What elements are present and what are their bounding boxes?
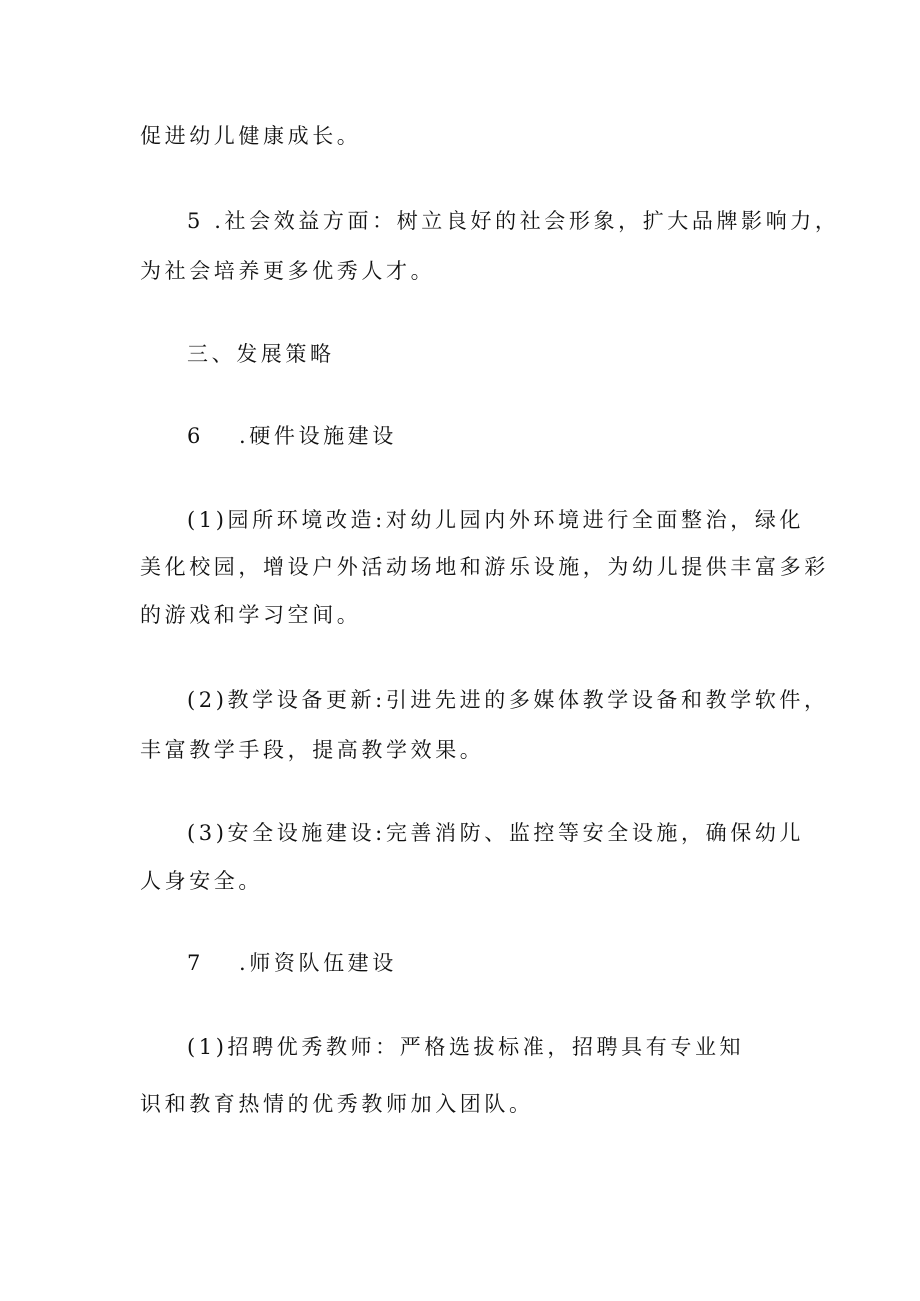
paragraph-line: 丰富教学手段，提高教学效果。 (140, 738, 485, 762)
heading-number: 6 (187, 424, 201, 448)
paragraph-line: 5 .社会效益方面：树立良好的社会形象，扩大品牌影响力， (187, 209, 840, 233)
heading-text: .师资队伍建设 (239, 951, 397, 975)
subsection-heading (187, 421, 397, 451)
paragraph-line: 为社会培养更多优秀人才。 (140, 259, 436, 283)
paragraph-line: 识和教育热情的优秀教师加入团队。 (140, 1092, 534, 1116)
paragraph-line: 促进幼儿健康成长。 (140, 124, 362, 148)
heading-number: 7 (187, 951, 201, 975)
paragraph-line: (1)招聘优秀教师：严格选拔标准，招聘具有专业知 (187, 1035, 745, 1059)
paragraph-line: (1)园所环境改造:对幼儿园内外环境进行全面整治，绿化 (187, 508, 805, 532)
paragraph-line: (2)教学设备更新:引进先进的多媒体教学设备和教学软件， (187, 688, 829, 712)
heading-text: .硬件设施建设 (239, 424, 397, 448)
paragraph-line: (3)安全设施建设:完善消防、监控等安全设施，确保幼儿 (187, 821, 805, 845)
subsection-heading (187, 948, 397, 978)
paragraph-line: 人身安全。 (140, 869, 263, 893)
paragraph-line: 的游戏和学习空间。 (140, 603, 362, 627)
section-heading: 三、发展策略 (187, 342, 335, 366)
paragraph-line: 美化校园，增设户外活动场地和游乐设施，为幼儿提供丰富多彩 (140, 555, 829, 579)
